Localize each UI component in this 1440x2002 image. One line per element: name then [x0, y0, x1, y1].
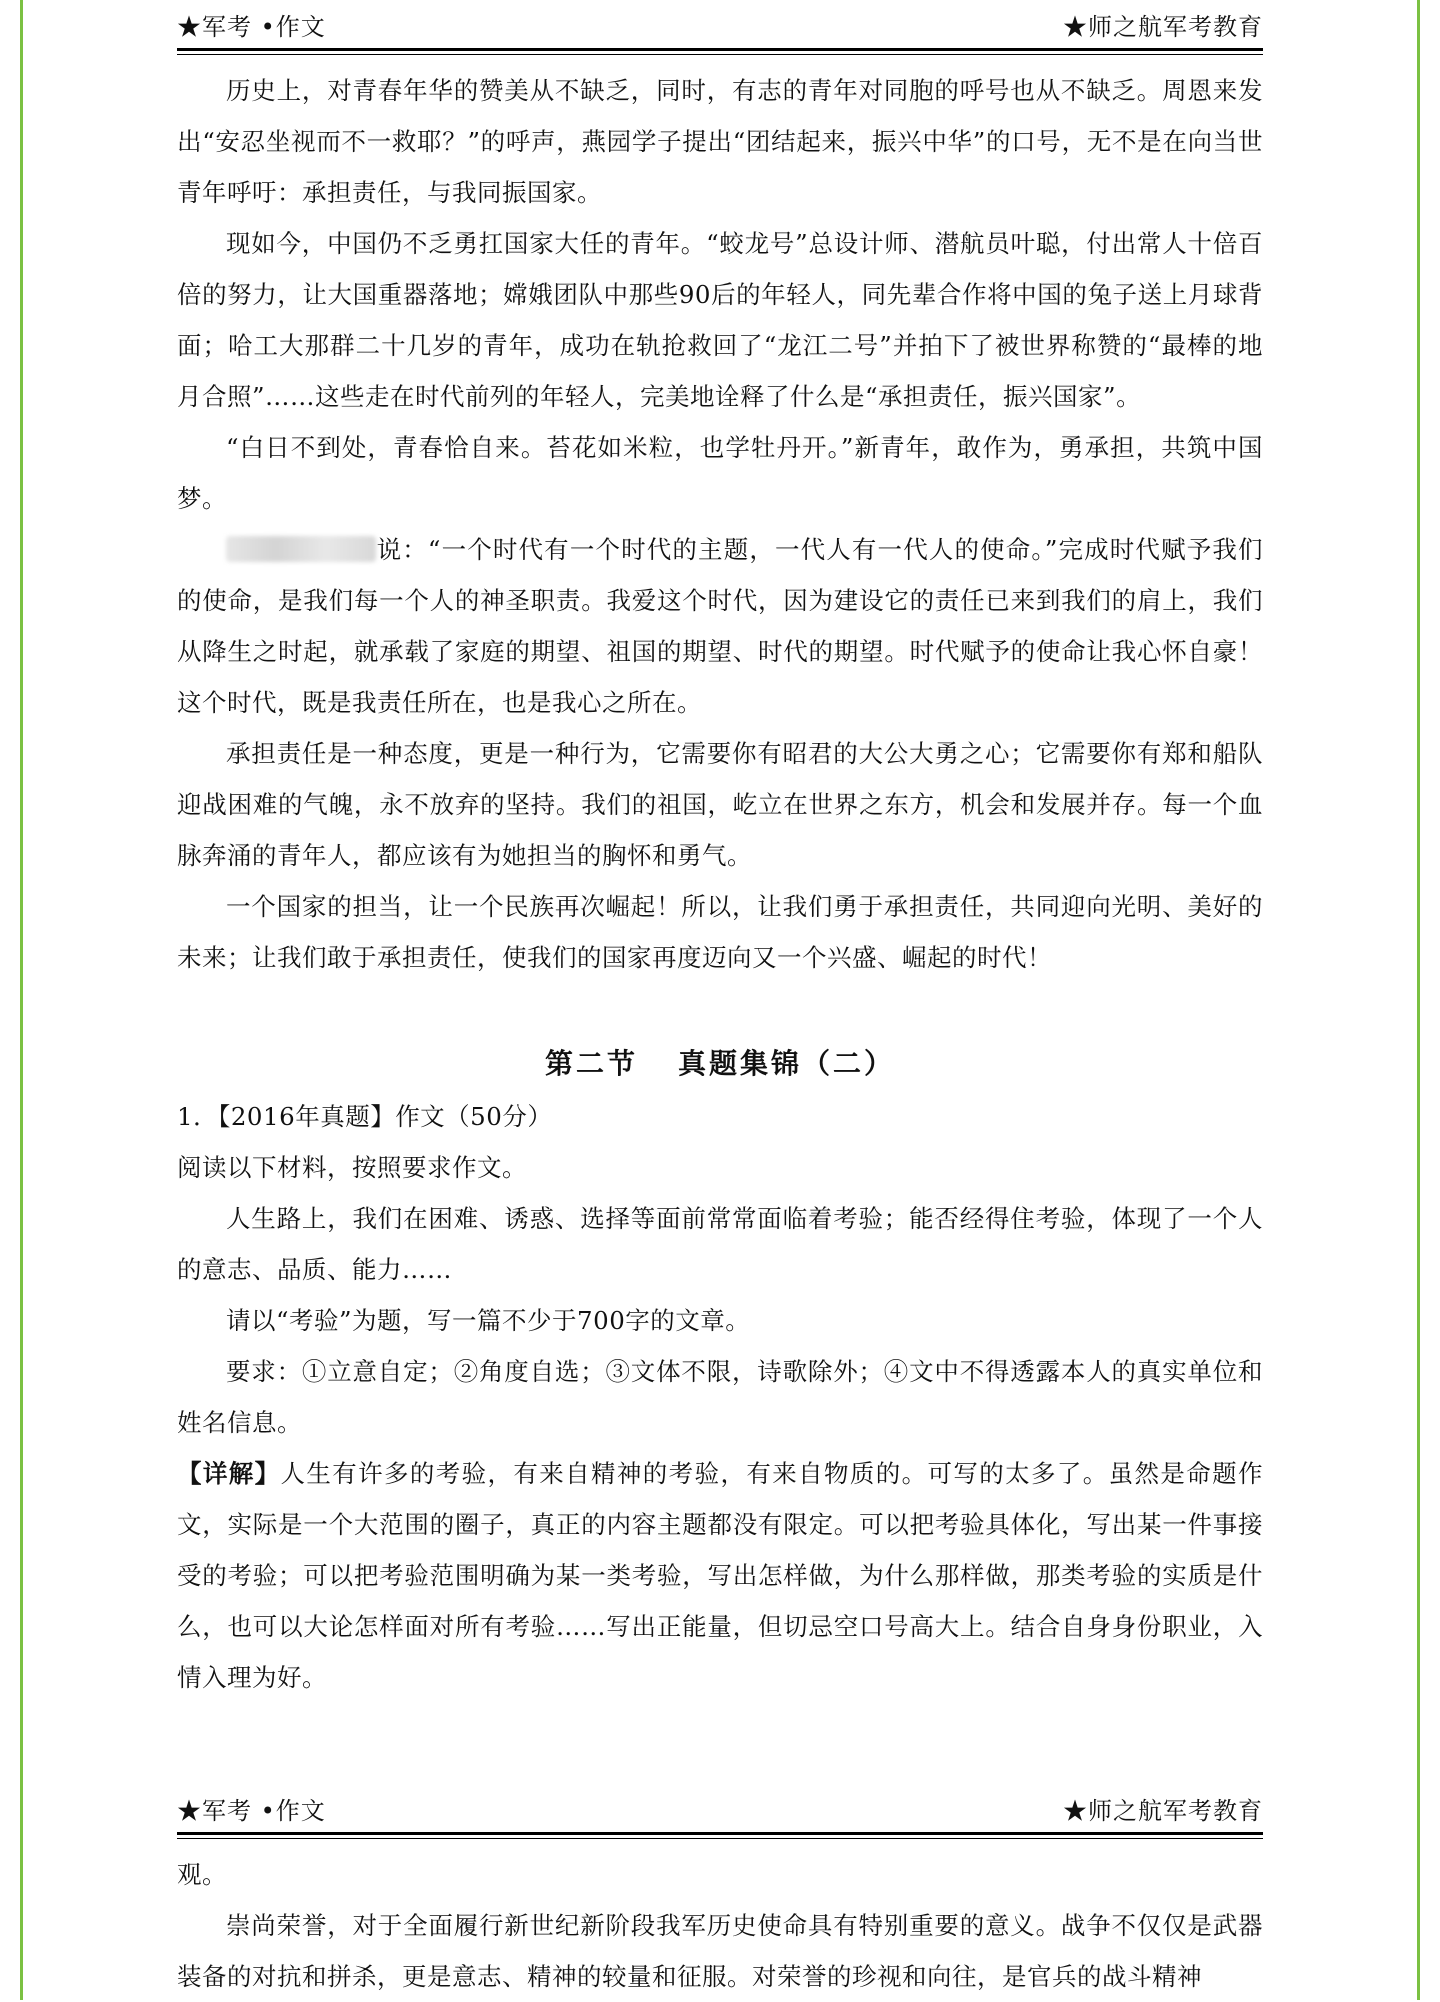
page-border-left	[20, 0, 23, 2000]
page-header	[177, 0, 1263, 51]
question-line: 1．【2016年真题】作文（50分）	[177, 1102, 553, 1131]
requirements-paragraph: 要求：①立意自定；②角度自选；③文体不限，诗歌除外；④文中不得透露本人的真实单位和姓名信息。	[177, 1357, 1263, 1437]
page-border-right	[1417, 0, 1420, 2000]
continued-line: 观。	[177, 1860, 227, 1889]
document-page-2	[177, 1782, 1263, 2000]
section-name: 真题集锦（二）	[678, 1047, 896, 1080]
prompt-paragraph: 请以“考验”为题，写一篇不少于700字的文章。	[226, 1306, 751, 1335]
paragraph-with-redaction	[177, 524, 1263, 728]
detail-paragraph	[177, 1448, 1263, 1703]
paragraph: 现如今，中国仍不乏勇扛国家大任的青年。“蛟龙号”总设计师、潜航员叶聪，付出常人十倍百倍的努力，让大国重器落地；嫦娥团队中那些90后的年轻人，同先辈合作将中国的兔子送上月球背面；哈工大那群二十几岁的青年，成功在轨抢救回了“龙江二号”并拍下了被世界称赞的“最棒的地月合照”……这些走在时代前列的年轻人，完美地诠释了什么是“承担责任，振兴国家”。	[177, 229, 1263, 411]
paragraph: 一个国家的担当，让一个民族再次崛起！所以，让我们勇于承担责任，共同迎向光明、美好的未来；让我们敢于承担责任，使我们的国家再度迈向又一个兴盛、崛起的时代！	[177, 892, 1263, 972]
material-paragraph: 人生路上，我们在困难、诱惑、选择等面前常常面临着考验；能否经得住考验，体现了一个人的意志、品质、能力……	[177, 1204, 1263, 1284]
page-body	[177, 1835, 1263, 2002]
paragraph-text: 说：“一个时代有一个时代的主题，一代人有一代人的使命。”完成时代赋予我们的使命，是我们每一个人的神圣职责。我爱这个时代，因为建设它的责任已来到我们的肩上，我们从降生之时起，就承载了家庭的期望、祖国的期望、时代的期望。时代赋予的使命让我心怀自豪！这个时代，既是我责任所在，也是我心之所在。	[177, 535, 1263, 717]
paragraph: “白日不到处，青春恰自来。苔花如米粒，也学牡丹开。”新青年，敢作为，勇承担，共筑中国梦。	[177, 433, 1263, 513]
instruction-line: 阅读以下材料，按照要求作文。	[177, 1153, 527, 1182]
header-right-brand: ★师之航军考教育	[1063, 13, 1263, 41]
page-header	[177, 1782, 1263, 1835]
document-page-1	[177, 0, 1263, 1780]
paragraph: 承担责任是一种态度，更是一种行为，它需要你有昭君的大公大勇之心；它需要你有郑和船队迎战困难的气魄，永不放弃的坚持。我们的祖国，屹立在世界之东方，机会和发展并存。每一个血脉奔涌的青年人，都应该有为她担当的胸怀和勇气。	[177, 739, 1263, 870]
section-number: 第二节	[544, 1047, 638, 1080]
redacted-text	[226, 536, 376, 562]
header-right-brand: ★师之航军考教育	[1063, 1797, 1263, 1825]
paragraph: 历史上，对青春年华的赞美从不缺乏，同时，有志的青年对同胞的呼号也从不缺乏。周恩来发出“安忍坐视而不一救耶？”的呼声，燕园学子提出“团结起来，振兴中华”的口号，无不是在向当世青年呼吁：承担责任，与我同振国家。	[177, 76, 1263, 207]
paragraph: 崇尚荣誉，对于全面履行新世纪新阶段我军历史使命具有特别重要的意义。战争不仅仅是武器装备的对抗和拼杀，更是意志、精神的较量和征服。对荣誉的珍视和向往，是官兵的战斗精神	[177, 1911, 1263, 1991]
detail-label: 【详解】	[177, 1459, 281, 1488]
header-left-title: ★军考 •作文	[177, 13, 326, 41]
detail-text: 人生有许多的考验，有来自精神的考验，有来自物质的。可写的太多了。虽然是命题作文，实际是一个大范围的圈子，真正的内容主题都没有限定。可以把考验具体化，写出某一件事接受的考验；可以把考验范围明确为某一类考验，写出怎样做，为什么那样做，那类考验的实质是什么，也可以大论怎样面对所有考验……写出正能量，但切忌空口号高大上。结合自身身份职业，入情入理为好。	[177, 1459, 1263, 1692]
page-body	[177, 51, 1263, 1703]
section-title	[177, 1041, 1263, 1087]
header-left-title: ★军考 •作文	[177, 1797, 326, 1825]
